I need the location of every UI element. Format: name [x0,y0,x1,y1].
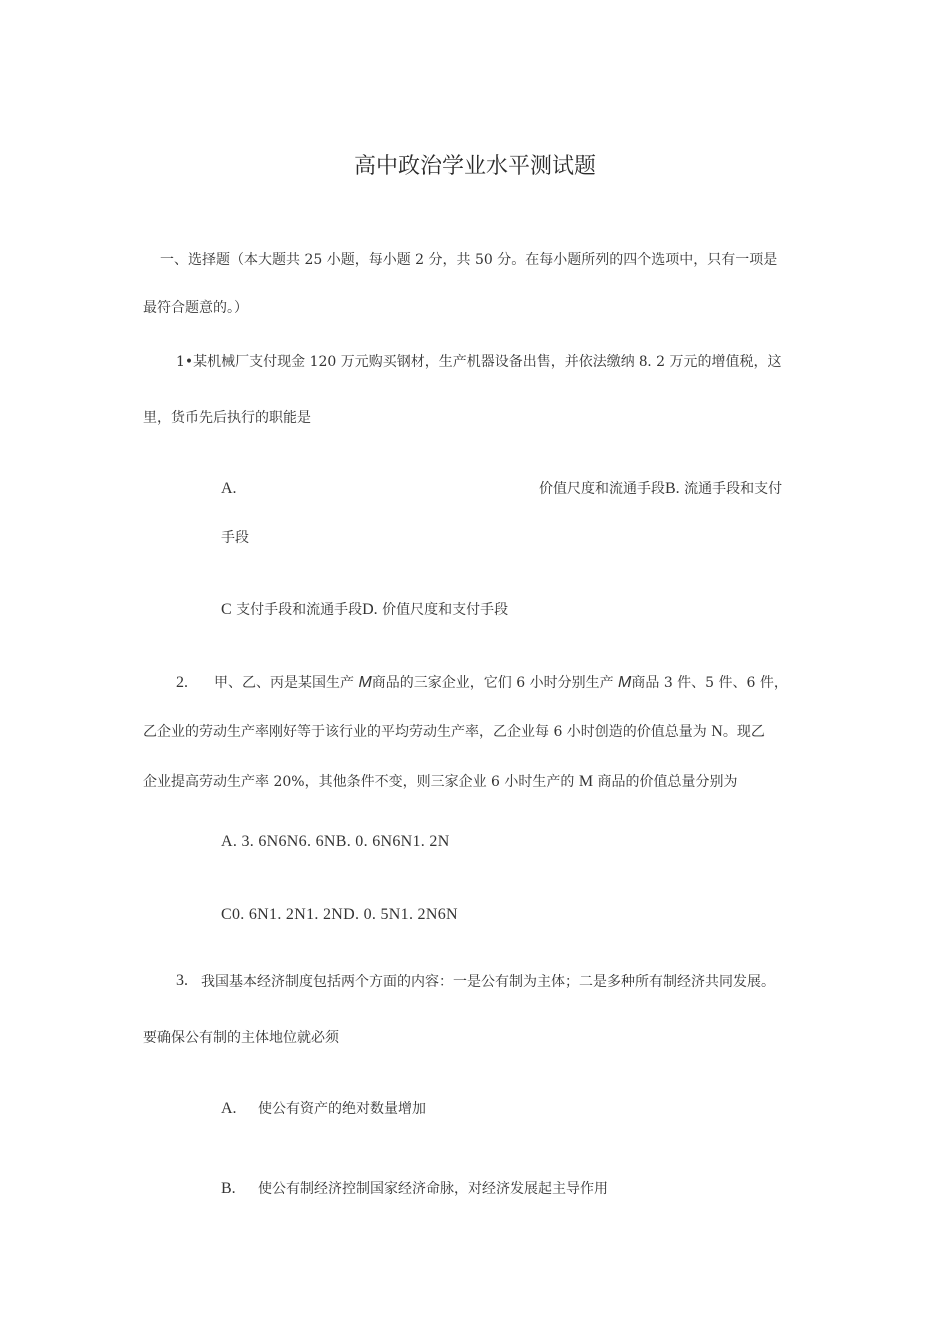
question-1-option-a-text: 价值尺度和流通手段 [539,481,665,497]
question-2-line-3-a: 企业提高劳动生产率 20%，其他条件不变，则三家企业 6 小时生产的 [143,774,579,790]
question-1-option-d-text: 价值尺度和支付手段 [377,602,509,618]
question-2-m-2: M [618,674,632,691]
question-2-options-a-b: A. 3. 6N6N6. 6NB. 0. 6N6N1. 2N [221,833,450,850]
question-2-m-3: M [578,773,594,790]
question-2-line-3-b: 商品的价值总量分别为 [593,774,738,790]
question-3-line-1: 我国基本经济制度包括两个方面的内容：一是公有制为主体；二是多种所有制经济共同发展。 [201,974,775,990]
question-3-option-a-label: A. [221,1100,237,1117]
question-1-line-1-a: 1•某机械厂支付现金 120 万元购买钢材，生产机器设备出售，并依法缴纳 [176,354,640,370]
question-1-line-2: 里，货币先后执行的职能是 [143,410,311,426]
question-3-option-b-label: B. [221,1180,236,1197]
question-1-tax-number: 8 [639,353,648,370]
question-2-line-1 [214,673,788,693]
question-3-line-2: 要确保公有制的主体地位就必须 [143,1030,339,1046]
question-3-number: 3. [176,972,188,989]
question-1-line-1 [176,352,782,372]
question-2-line-1-b: 商品的三家企业，它们 6 小时分别生产 [371,675,619,691]
question-3-option-a-text: 使公有资产的绝对数量增加 [258,1101,426,1117]
question-1-option-a-b [539,479,782,499]
section-heading-line-2: 最符合题意的。） [143,300,248,316]
question-1-option-a-label: A. [221,480,237,497]
question-2-m-1: M [358,674,372,691]
question-2-n-1: N [711,723,723,740]
question-1-option-c-text: 支付手段和流通手段 [231,602,363,618]
question-1-option-b-text: 流通手段和支付 [679,481,783,497]
question-2-line-2-b: 。现乙 [722,724,765,740]
question-1-option-d-label: D. [362,601,378,618]
question-1-option-b-continued: 手段 [221,530,249,546]
question-2-line-2 [143,722,765,742]
section-heading-line-1: 一、选择题（本大题共 25 小题，每小题 2 分，共 50 分。在每小题所列的四个选项中，只有一项是 [160,252,778,268]
question-1-option-c-label: C [221,601,232,618]
question-2-line-1-a: 甲、乙、丙是某国生产 [214,675,359,691]
question-2-number: 2. [176,674,188,691]
question-1-option-c-d [221,600,508,620]
question-1-line-1-b: . 2 万元的增值税，这 [647,354,782,370]
question-2-line-3 [143,772,738,792]
question-2-line-2-a: 乙企业的劳动生产率刚好等于该行业的平均劳动生产率，乙企业每 6 小时创造的价值总量为 [143,724,712,740]
question-2-line-1-c: 商品 3 件、5 件、6 件， [631,675,788,691]
question-1-option-b-label: B. [665,480,680,497]
question-2-options-c-d: C0. 6N1. 2N1. 2ND. 0. 5N1. 2N6N [221,906,458,923]
question-3-option-b-text: 使公有制经济控制国家经济命脉，对经济发展起主导作用 [258,1181,608,1197]
document-title: 高中政治学业水平测试题 [353,154,596,179]
